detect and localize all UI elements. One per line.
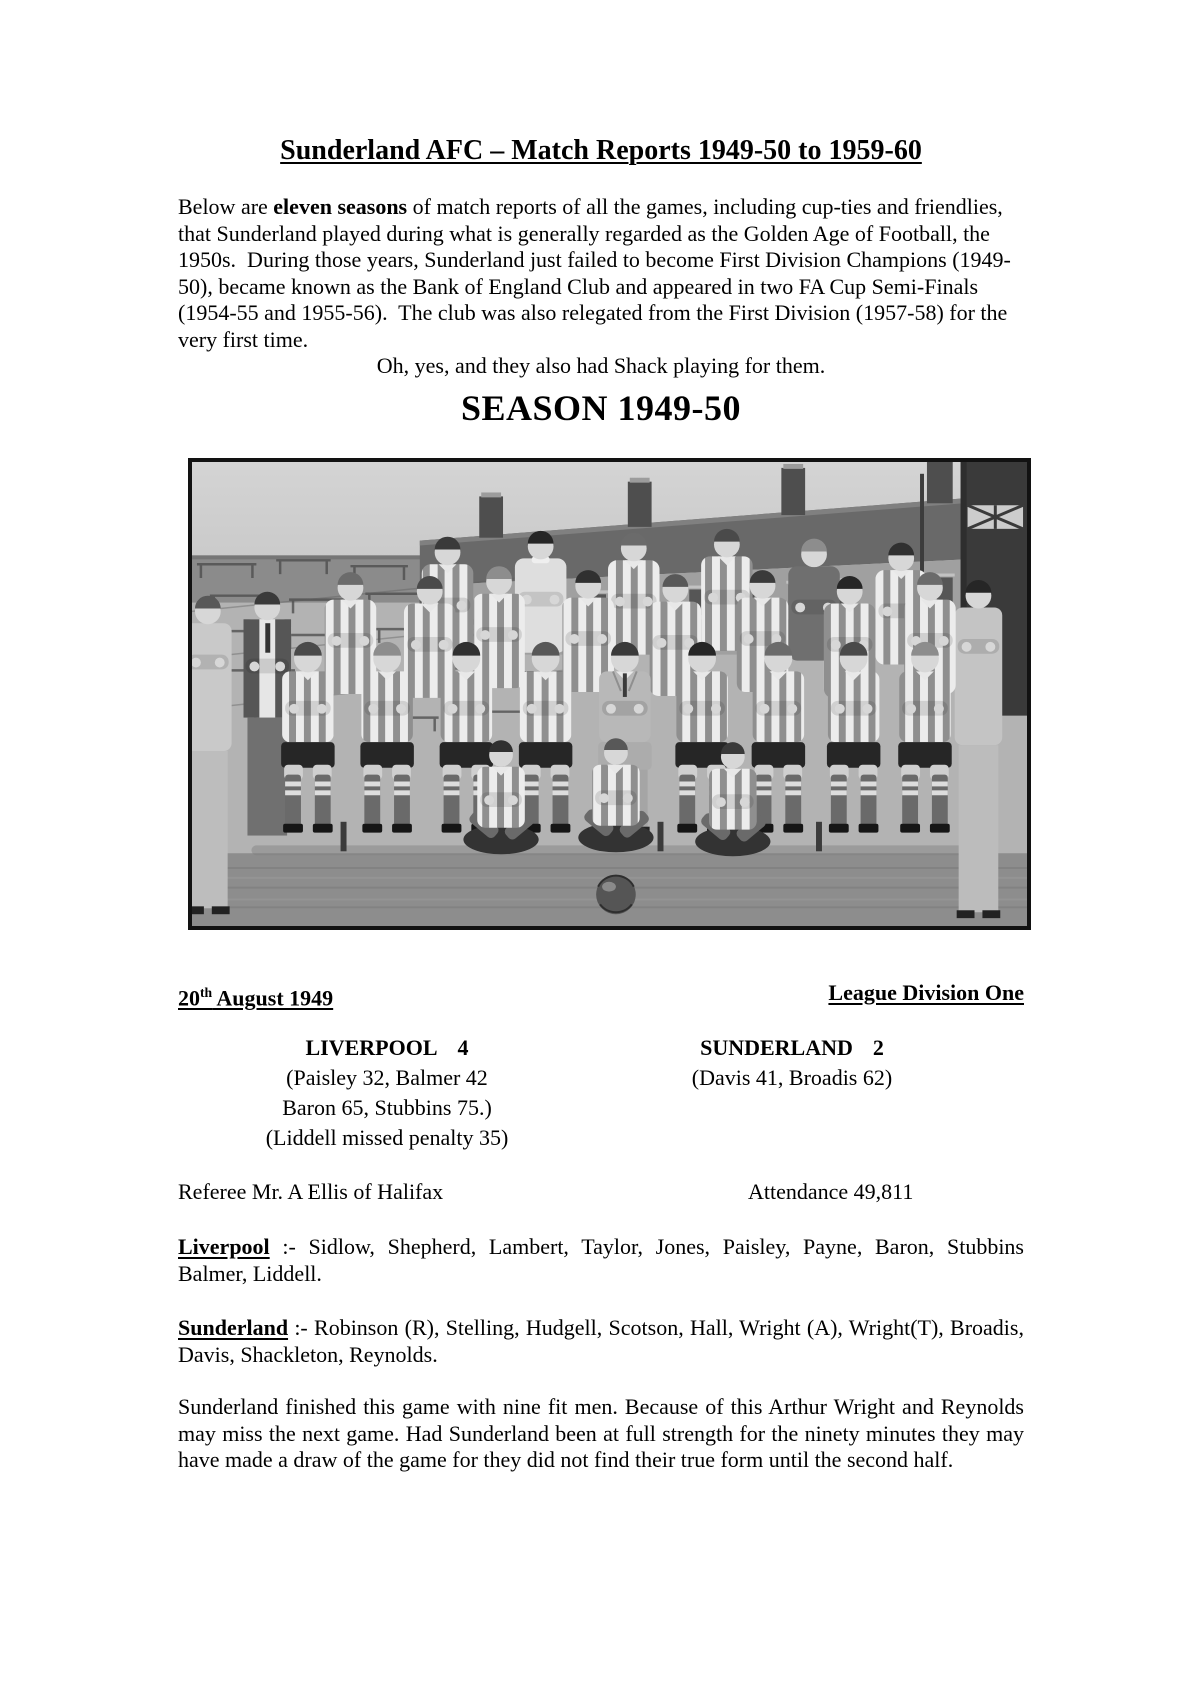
away-team-column xyxy=(596,1033,988,1153)
home-scorers-line: Baron 65, Stubbins 75.) xyxy=(282,1095,492,1121)
intro-text-start: Below are xyxy=(178,194,274,219)
home-team-score: 4 xyxy=(457,1035,469,1061)
attendance-label: Attendance 49,811 xyxy=(748,1179,914,1205)
home-lineup-players: Sidlow, Shepherd, Lambert, Taylor, Jones, Paisley, Payne, Baron, Stubbins Balmer, Liddell. xyxy=(178,1234,1024,1286)
team-photo xyxy=(188,458,1031,930)
match-meta-row xyxy=(178,980,1024,1012)
home-lineup-paragraph xyxy=(178,1234,1024,1287)
team-photo-image xyxy=(192,462,1027,926)
page-title-text: Sunderland AFC – Match Reports 1949-50 to 1959-60 xyxy=(280,135,922,166)
intro-text-rest: of match reports of all the games, including cup-ties and friendlies, that Sunderland played during what is generally regarded as the Golden Age of Football, the 1950s. During those years, Sunderland just failed to become First Division Champions (1949-50), became known as the Bank of England Club and appeared in two FA Cup Semi-Finals (1954-55 and 1955-56). The club was also relegated from the First Division (1957-58) for the very first time. xyxy=(178,194,1013,352)
away-lineup-paragraph xyxy=(178,1315,1024,1368)
intro-text-bold: eleven seasons xyxy=(273,194,408,219)
home-scorers-line: (Paisley 32, Balmer 42 xyxy=(286,1065,488,1091)
home-team-column xyxy=(178,1033,596,1153)
home-scorers-line: (Liddell missed penalty 35) xyxy=(265,1125,509,1151)
lineup-separator: :- xyxy=(269,1234,309,1260)
season-heading: SEASON 1949-50 xyxy=(460,387,742,428)
competition-label: League Division One xyxy=(828,979,1024,1005)
home-lineup-team: Liverpool xyxy=(178,1234,270,1260)
home-team-name: LIVERPOOL xyxy=(305,1035,438,1061)
intro-paragraph xyxy=(178,194,1024,353)
intro-tagline: Oh, yes, and they also had Shack playing for them. xyxy=(376,353,826,378)
lineup-separator: :- xyxy=(288,1315,315,1341)
match-report-paragraph: Sunderland finished this game with nine fit men. Because of this Arthur Wright and Reynolds may miss the next game. Had Sunderland been at full strength for the ninety minutes they may have made a draw of the game for they did not find their true form until the second half. xyxy=(178,1394,1024,1473)
away-team-scoreline xyxy=(596,1033,988,1063)
away-scorers-line: (Davis 41, Broadis 62) xyxy=(691,1065,893,1091)
away-team-name: SUNDERLAND xyxy=(700,1035,853,1061)
home-team-scoreline xyxy=(178,1033,596,1063)
referee-label: Referee Mr. A Ellis of Halifax xyxy=(178,1179,444,1205)
match-date: 20th August 1949 xyxy=(178,984,334,1010)
page-title xyxy=(178,134,1024,168)
away-lineup-team: Sunderland xyxy=(178,1315,289,1341)
officials-row xyxy=(178,1179,1024,1206)
away-team-score: 2 xyxy=(872,1035,884,1061)
score-summary xyxy=(178,1033,1024,1153)
date-ordinal-suffix: th xyxy=(200,984,213,1000)
away-lineup-players: Robinson (R), Stelling, Hudgell, Scotson, Hall, Wright (A), Wright(T), Broadis, Davis, Shackleton, Reynolds. xyxy=(178,1315,1024,1367)
